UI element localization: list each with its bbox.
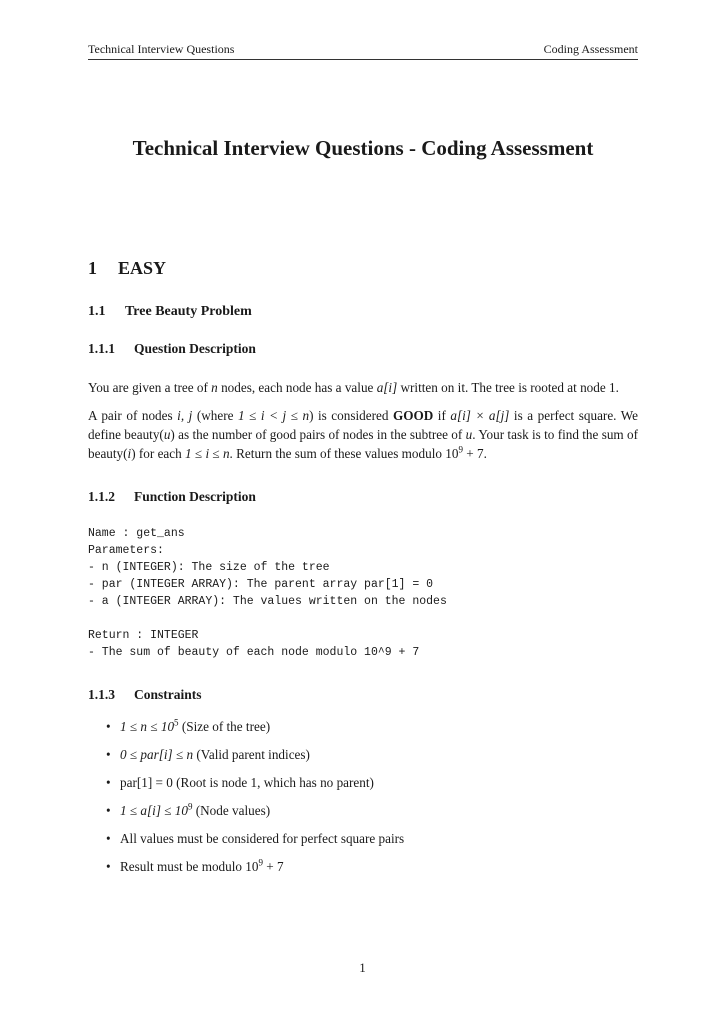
bullet-icon: • <box>106 775 111 790</box>
bullet-icon: • <box>106 803 111 818</box>
constraint-text: (Node values) <box>192 803 271 818</box>
description-paragraph-1 <box>88 378 638 397</box>
constraint-text: (Size of the tree) <box>178 719 271 734</box>
page-number: 1 <box>359 960 366 975</box>
code-line: - a (INTEGER ARRAY): The values written on the nodes <box>88 595 447 608</box>
constraint-item <box>106 801 638 820</box>
math-mod-exp: 9 <box>458 444 463 455</box>
code-line: Return : INTEGER <box>88 629 199 642</box>
constraint-item <box>106 717 638 736</box>
text: You are given a tree of <box>88 380 212 395</box>
text: ) for each <box>131 446 186 461</box>
bullet-icon: • <box>106 859 111 874</box>
math-mod-base: 10 <box>445 446 459 461</box>
constraint-text: (Root is node 1, which has no parent) <box>172 775 374 790</box>
function-code-block <box>88 525 638 661</box>
document-title: Technical Interview Questions - Coding Assessment <box>132 136 594 160</box>
header-right: Coding Assessment <box>543 42 638 56</box>
document-body <box>88 134 638 885</box>
constraint-item <box>106 773 638 792</box>
function-number: 1.1.2 <box>88 489 115 504</box>
code-line: - par (INTEGER ARRAY): The parent array par[1] = 0 <box>88 578 434 591</box>
constraint-math: 1 ≤ n ≤ 10 <box>120 719 175 734</box>
math-ij: i, j <box>177 408 193 423</box>
running-header <box>88 42 638 60</box>
code-line: - n (INTEGER): The size of the tree <box>88 561 330 574</box>
header-left: Technical Interview Questions <box>88 42 235 56</box>
text: (where <box>192 408 238 423</box>
bullet-icon: • <box>106 831 111 846</box>
section-heading <box>88 256 638 280</box>
constraint-item <box>106 857 638 876</box>
text: . Your task is to find the sum of beauty( <box>88 427 638 461</box>
text: nodes, each node has a value <box>217 380 377 395</box>
constraints-list <box>106 717 638 876</box>
text: + 7. <box>462 446 487 461</box>
question-number: 1.1.1 <box>88 341 115 356</box>
text: ) is considered <box>309 408 393 423</box>
constraint-math: 1 ≤ a[i] ≤ 10 <box>120 803 188 818</box>
text: is a perfect square. We define beauty( <box>88 408 639 442</box>
code-line: Name : get_ans <box>88 527 185 540</box>
text: if <box>433 408 451 423</box>
math-n: n <box>211 380 218 395</box>
bullet-icon: • <box>106 747 111 762</box>
good-keyword: GOOD <box>392 408 434 423</box>
subsection-heading <box>88 302 638 322</box>
constraint-text: + 7 <box>262 859 284 874</box>
math-u: u <box>465 427 473 442</box>
math-condition: 1 ≤ i < j ≤ n <box>238 408 310 423</box>
text: ) as the number of good pairs of nodes in the subtree of <box>170 427 466 442</box>
math-u: u <box>163 427 171 442</box>
text: . Return the sum of these values modulo <box>229 446 446 461</box>
constraint-text: All values must be considered for perfect square pairs <box>120 831 405 846</box>
description-paragraph-2 <box>88 406 638 463</box>
function-heading <box>88 487 638 507</box>
constraint-math: par[1] = 0 <box>120 775 173 790</box>
question-heading <box>88 339 638 359</box>
constraint-sup: 9 <box>258 857 263 868</box>
math-range: 1 ≤ i ≤ n <box>185 446 230 461</box>
constraint-item <box>106 745 638 764</box>
constraint-item <box>106 829 638 848</box>
constraints-heading <box>88 685 638 705</box>
constraint-text: (Valid parent indices) <box>193 747 310 762</box>
constraints-title: Constraints <box>134 687 202 702</box>
subsection-number: 1.1 <box>88 304 106 319</box>
code-line: - The sum of beauty of each node modulo 10^9 + 7 <box>88 646 420 659</box>
question-title: Question Description <box>134 341 256 356</box>
constraints-number: 1.1.3 <box>88 687 115 702</box>
section-number: 1 <box>88 258 97 278</box>
text: A pair of nodes <box>88 408 178 423</box>
text: written on it. The tree is rooted at node 1. <box>397 380 619 395</box>
section-title: EASY <box>118 258 167 278</box>
bullet-icon: • <box>106 719 111 734</box>
constraint-sup: 9 <box>187 801 193 812</box>
code-line-blank <box>88 610 638 627</box>
math-i: i <box>127 446 132 461</box>
math-product: a[i] × a[j] <box>450 408 510 423</box>
code-line: Parameters: <box>88 544 164 557</box>
math-ai: a[i] <box>376 380 398 395</box>
subsection-title: Tree Beauty Problem <box>125 304 252 319</box>
constraint-sup: 5 <box>174 717 179 728</box>
constraint-math: 0 ≤ par[i] ≤ n <box>120 747 194 762</box>
constraint-math: Result must be modulo 10 <box>120 859 259 874</box>
function-title: Function Description <box>134 489 256 504</box>
